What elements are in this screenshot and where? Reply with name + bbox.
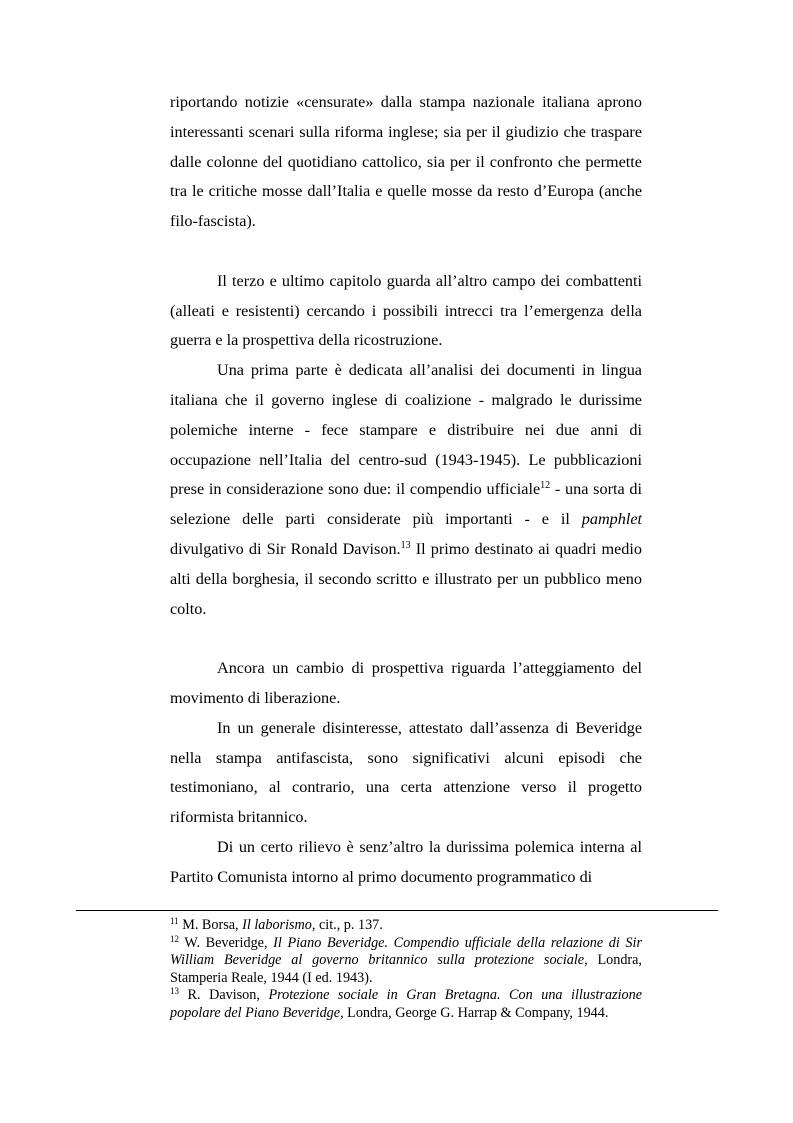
text-run: divulgativo di Sir Ronald Davison. — [170, 539, 401, 558]
note-ref: 13 — [170, 986, 179, 997]
note-ref: 11 — [170, 916, 179, 926]
paragraph — [170, 714, 642, 833]
text-run: , cit., p. 137. — [311, 917, 383, 933]
text-run: Ancora un cambio di prospettiva riguarda l’atteggiamento del movimento di liberazione. — [170, 659, 642, 707]
footnote — [170, 917, 642, 935]
text-run: , Londra, Stamperia Reale, 1944 (I ed. 1943). — [170, 952, 642, 986]
paragraph — [170, 356, 642, 624]
paragraph — [170, 267, 642, 356]
note-ref: 12 — [540, 480, 551, 492]
footnotes — [170, 917, 642, 1023]
footnote — [170, 935, 642, 988]
body-text — [170, 88, 642, 893]
text-run: Il primo destinato ai quadri medio alti della borghesia, il secondo scritto e illustrato per un pubblico meno colto. — [170, 539, 642, 618]
italic-text: Protezione sociale in Gran Bretagna. Con una illustrazione popolare del Piano Beveridge, — [170, 987, 642, 1021]
text-run: Londra, George G. Harrap & Company, 1944. — [343, 1004, 609, 1021]
text-run: In un generale disinteresse, attestato dall’assenza di Beveridge nella stampa antifascista, sono significativi alcuni episodi che testimoniano, al contrario, una certa attenzione verso il progetto riformista britannico. — [170, 718, 642, 827]
italic-text: Il Piano Beveridge. Compendio ufficiale della relazione di Sir William Beveridge al governo britannico sulla protezione sociale — [170, 934, 642, 969]
text-run: M. Borsa, — [178, 917, 243, 933]
footnote — [170, 987, 642, 1022]
text-run: - una sorta di selezione delle parti considerate più importanti - e il — [170, 480, 642, 529]
footnote-separator — [76, 910, 718, 911]
text-run: Il terzo e ultimo capitolo guarda all’altro campo dei combattenti (alleati e resistenti) cercando i possibili intrecci tra l’emergenza della guerra e la prospettiva della ricostruzione. — [170, 271, 642, 350]
paragraph — [170, 88, 642, 237]
text-run: R. Davison, — [179, 987, 269, 1004]
text-run: Di un certo rilievo è senz’altro la durissima polemica interna al Partito Comunista intorno al primo documento programmatico di — [170, 837, 642, 886]
note-ref: 12 — [170, 933, 179, 944]
paragraph — [170, 833, 642, 893]
italic-text: pamphlet — [581, 510, 642, 529]
text-run: riportando notizie «censurate» dalla stampa nazionale italiana aprono interessanti scenari sulla riforma inglese; sia per il giudizio che traspare dalle colonne del quotidiano cattolico, sia per il confronto che permette tra le critiche mosse dall’Italia e quelle mosse da resto d’Europa (anche filo-fascista). — [170, 93, 642, 231]
italic-text: Il laborismo — [242, 917, 312, 933]
note-ref: 13 — [400, 539, 411, 551]
paragraph — [170, 654, 642, 714]
text-run: Una prima parte è dedicata all’analisi dei documenti in lingua italiana che il governo inglese di coalizione - malgrado le durissime polemiche interne - fece stampare e distribuire nei due anni di occupazione nell’Italia del centro-sud (1943-1945). Le pubblicazioni prese in considerazione sono due: il compendio ufficiale — [170, 361, 642, 499]
text-run: W. Beveridge, — [179, 934, 274, 951]
